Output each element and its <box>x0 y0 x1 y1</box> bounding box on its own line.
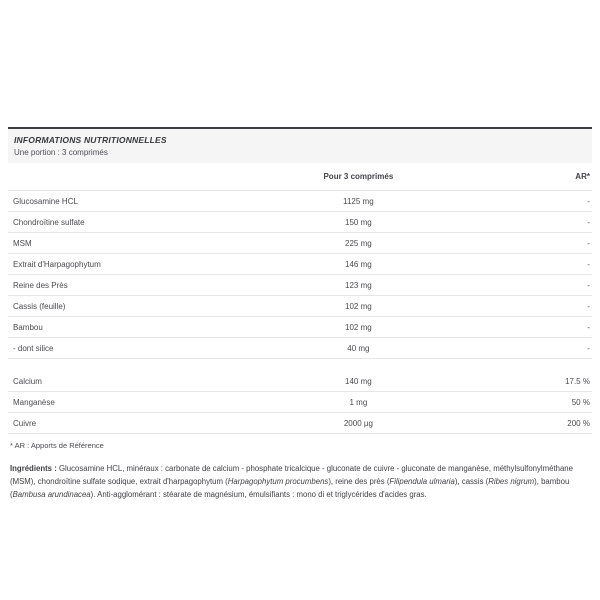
table-row <box>8 191 592 212</box>
ingredients-label: Ingrédients : <box>10 464 57 473</box>
table-row <box>8 413 592 434</box>
row-amount: 2000 µg <box>343 418 373 428</box>
row-label: Cassis (feuille) <box>13 301 66 311</box>
table-row <box>8 338 592 359</box>
row-amount: 140 mg <box>345 376 372 386</box>
table-row <box>8 392 592 413</box>
ingredients-text: ), bambou ( <box>10 477 570 499</box>
row-ar: - <box>587 259 590 269</box>
table-row <box>8 317 592 338</box>
row-amount: 40 mg <box>347 343 370 353</box>
nutrition-panel <box>8 127 592 509</box>
row-amount: 1125 mg <box>343 196 374 206</box>
row-label: MSM <box>13 238 32 248</box>
row-label: Chondroïtine sulfate <box>13 217 85 227</box>
table-row <box>8 371 592 392</box>
row-label: - dont silice <box>13 343 54 353</box>
row-label: Cuivre <box>13 418 37 428</box>
nutrition-table-header <box>8 127 592 163</box>
row-ar: - <box>587 217 590 227</box>
row-label: Reine des Près <box>13 280 68 290</box>
column-header-row <box>8 163 592 191</box>
row-amount: 1 mg <box>349 397 368 407</box>
row-ar: - <box>587 238 590 248</box>
portion-info: Une portion : 3 comprimés <box>14 148 108 157</box>
row-amount: 225 mg <box>345 238 372 248</box>
row-ar: 50 % <box>571 397 590 407</box>
column-header-amount: Pour 3 comprimés <box>323 172 394 181</box>
row-amount: 102 mg <box>345 322 372 332</box>
row-label: Bambou <box>13 322 43 332</box>
row-ar: - <box>587 322 590 332</box>
row-ar: - <box>587 280 590 290</box>
row-amount: 150 mg <box>345 217 372 227</box>
row-label: Glucosamine HCL <box>13 196 78 206</box>
ingredients-text: ), cassis ( <box>454 477 489 486</box>
row-amount: 123 mg <box>345 280 372 290</box>
table-row <box>8 233 592 254</box>
ar-footnote: * AR : Apports de Référence <box>10 441 104 450</box>
row-label: Calcium <box>13 376 42 386</box>
table-row <box>8 254 592 275</box>
table-row <box>8 296 592 317</box>
row-ar: 200 % <box>567 418 590 428</box>
ingredients-text: ), reine des près ( <box>328 477 390 486</box>
ingredients-paragraph <box>8 462 592 501</box>
table-row <box>8 275 592 296</box>
table-row <box>8 212 592 233</box>
row-ar: 17.5 % <box>565 376 590 386</box>
column-header-ar: AR* <box>575 172 590 181</box>
row-label: Manganèse <box>13 397 55 407</box>
latin-name: Harpagophytum procumbens <box>227 477 329 486</box>
row-amount: 146 mg <box>345 259 372 269</box>
section-spacer <box>8 359 592 371</box>
ingredients-text: ). Anti-agglomérant : stéarate de magnésium, émulsifiants : mono di et triglycérides d'acides gras. <box>90 490 427 499</box>
latin-name: Filipendula ulmaria <box>389 477 455 486</box>
table-title: INFORMATIONS NUTRITIONNELLES <box>14 135 167 145</box>
row-ar: - <box>587 301 590 311</box>
row-amount: 102 mg <box>345 301 372 311</box>
latin-name: Bambusa arundinacea <box>12 490 91 499</box>
ingredients-text: Glucosamine HCL, minéraux : carbonate de calcium - phosphate tricalcique - gluconate de cuivre - gluconate de manganèse, méthylsulfonylméthane (MSM), chondroïtine sulfate sodique, extrait d'harpagophytum ( <box>10 464 573 486</box>
row-ar: - <box>587 196 590 206</box>
row-label: Extrait d'Harpagophytum <box>13 259 101 269</box>
latin-name: Ribes nigrum <box>488 477 535 486</box>
row-ar: - <box>587 343 590 353</box>
